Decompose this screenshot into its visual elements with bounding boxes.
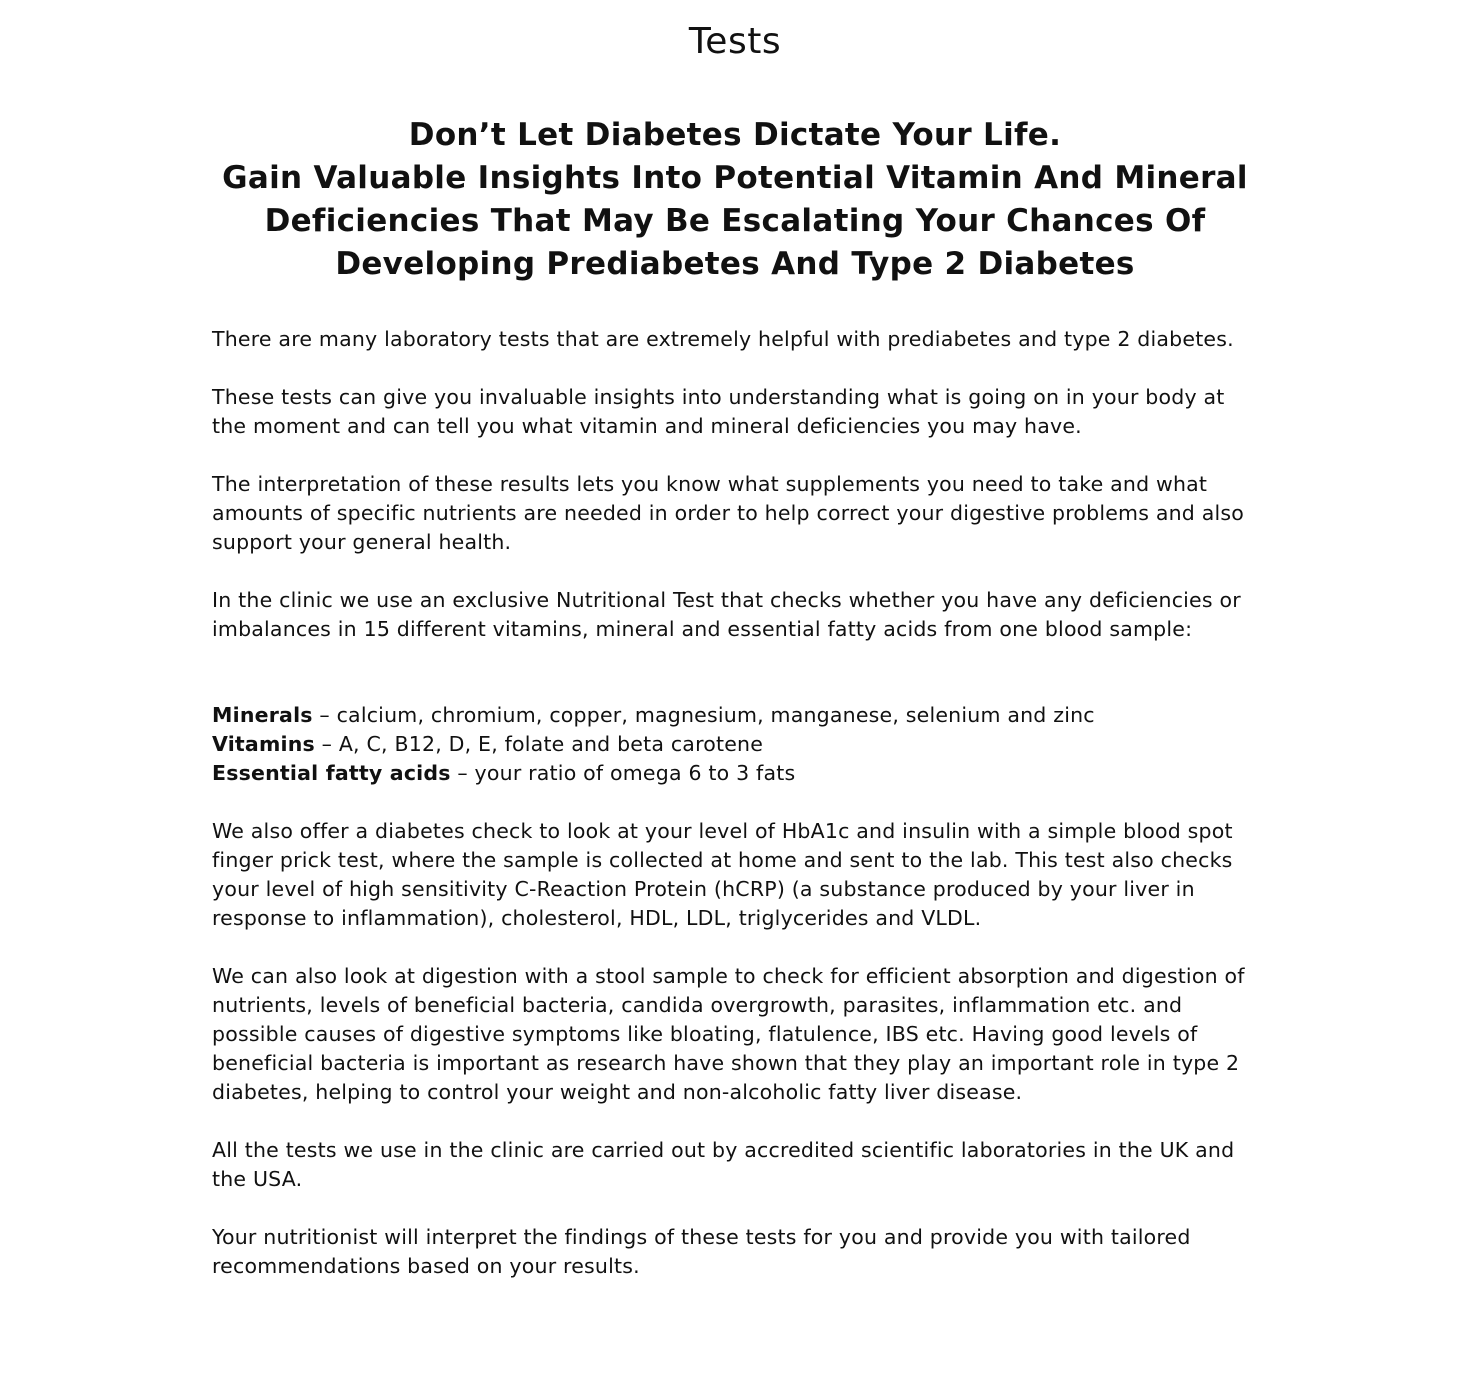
- nutrient-detail: – calcium, chromium, copper, magnesium, manganese, selenium and zinc: [312, 703, 1095, 727]
- nutrient-label: Vitamins: [212, 732, 315, 756]
- headline-line: Developing Prediabetes And Type 2 Diabetes: [335, 246, 1135, 282]
- labs-paragraph: All the tests we use in the clinic are carried out by accredited scientific laboratories in the UK and the USA.: [212, 1138, 1235, 1191]
- article-body: [212, 325, 1258, 1310]
- headline-line: Gain Valuable Insights Into Potential Vitamin And Mineral: [222, 160, 1248, 196]
- nutrient-detail: – your ratio of omega 6 to 3 fats: [450, 761, 796, 785]
- nutrient-item-minerals: [212, 701, 1258, 730]
- headline-line: Don’t Let Diabetes Dictate Your Life.: [408, 117, 1062, 153]
- headline-line: Deficiencies That May Be Escalating Your Chances Of: [264, 203, 1206, 239]
- nutrient-item-fatty-acids: [212, 759, 1258, 788]
- nutritional-test-paragraph: In the clinic we use an exclusive Nutritional Test that checks whether you have any deficiencies or imbalances in 15 different vitamins, mineral and essential fatty acids from one blood sample:: [212, 588, 1241, 641]
- nutrient-label: Essential fatty acids: [212, 761, 451, 785]
- nutrient-item-vitamins: [212, 730, 1258, 759]
- intro-paragraph: There are many laboratory tests that are extremely helpful with prediabetes and type 2 diabetes.: [212, 327, 1234, 351]
- nutrient-label: Minerals: [212, 703, 313, 727]
- headline: [212, 114, 1258, 286]
- nutritionist-paragraph: Your nutritionist will interpret the findings of these tests for you and provide you with tailored recommendations based on your results.: [212, 1225, 1191, 1278]
- nutrient-list: [212, 701, 1258, 788]
- interpretation-paragraph: The interpretation of these results lets you know what supplements you need to take and what amounts of specific nutrients are needed in order to help correct your digestive problems and also support your general health.: [212, 472, 1244, 554]
- diabetes-check-paragraph: We also offer a diabetes check to look at your level of HbA1c and insulin with a simple blood spot finger prick test, where the sample is collected at home and sent to the lab. This test also checks your level of high sensitivity C-Reaction Protein (hCRP) (a substance produced by your liver in response to inflammation), cholesterol, HDL, LDL, triglycerides and VLDL.: [212, 819, 1233, 930]
- insights-paragraph: These tests can give you invaluable insights into understanding what is going on in your body at the moment and can tell you what vitamin and mineral deficiencies you may have.: [212, 385, 1225, 438]
- nutrient-detail: – A, C, B12, D, E, folate and beta carotene: [314, 732, 764, 756]
- page-title: Tests: [688, 21, 782, 62]
- digestion-paragraph: We can also look at digestion with a stool sample to check for efficient absorption and digestion of nutrients, levels of beneficial bacteria, candida overgrowth, parasites, inflammation etc. and possible causes of digestive symptoms like bloating, flatulence, IBS etc. Having good levels of beneficial bacteria is important as research have shown that they play an important role in type 2 diabetes, helping to control your weight and non-alcoholic fatty liver disease.: [212, 964, 1245, 1104]
